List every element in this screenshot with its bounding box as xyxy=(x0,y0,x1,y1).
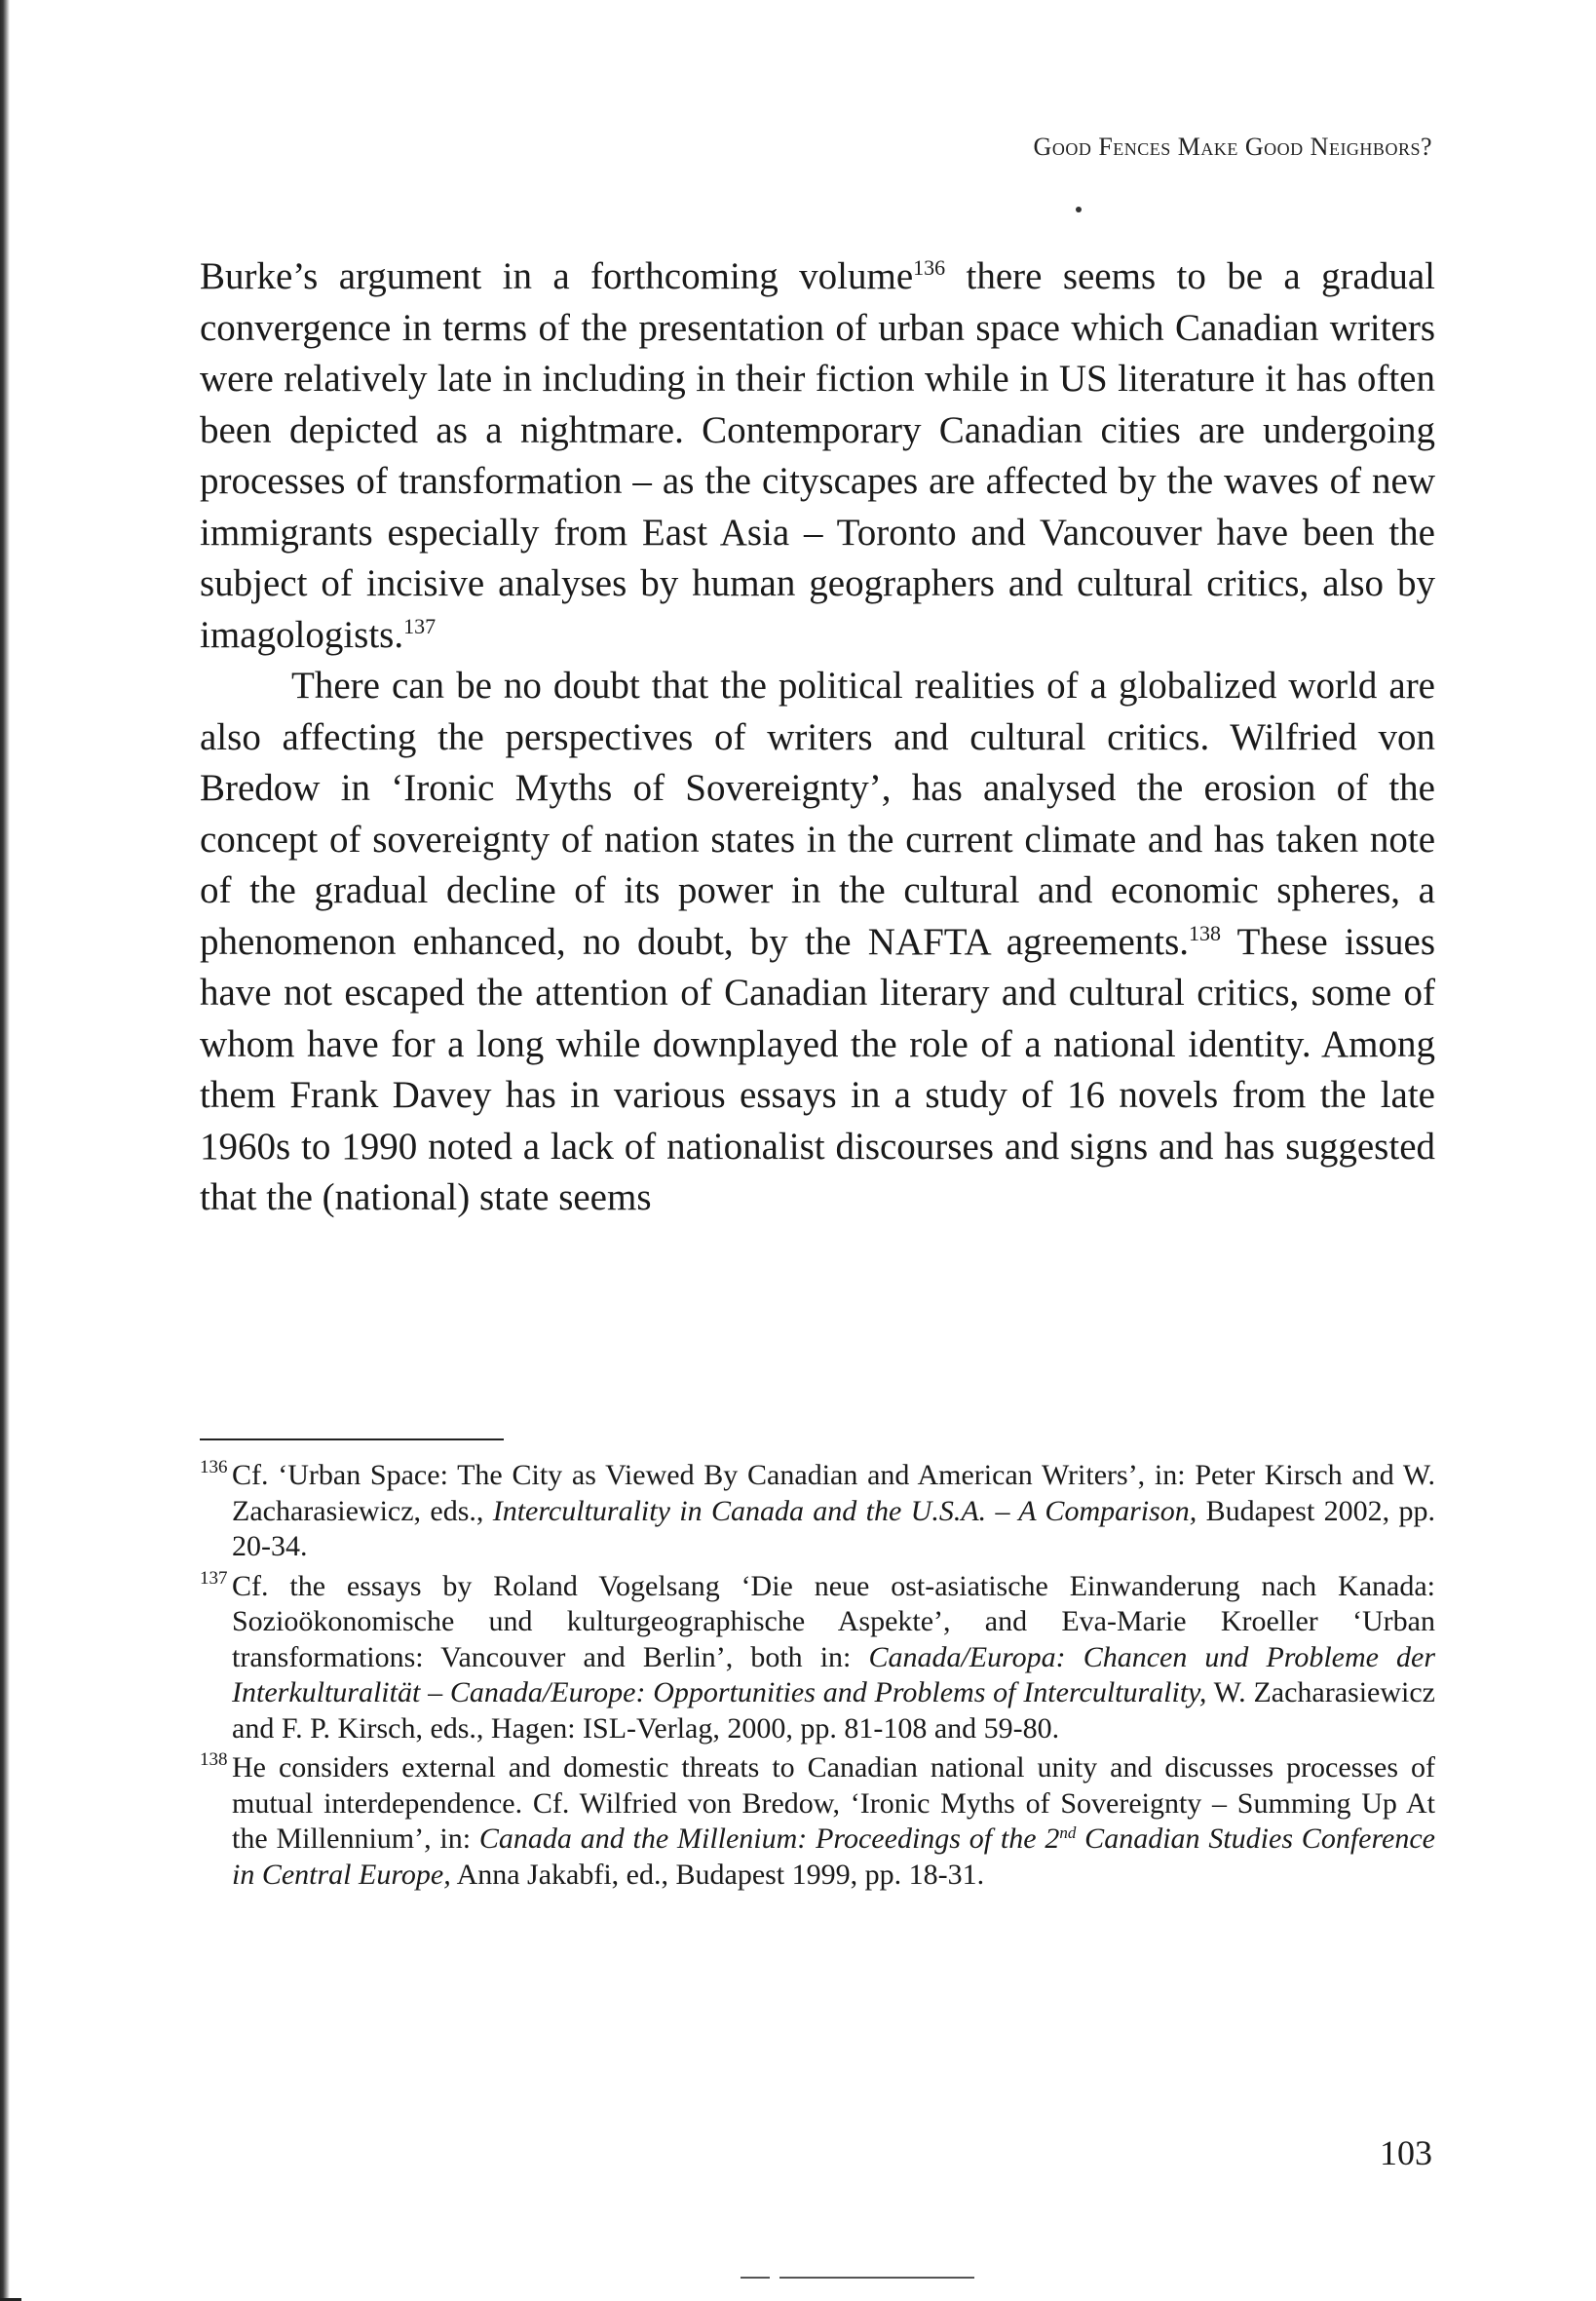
body-text xyxy=(200,251,1435,1224)
footnote-text: Cf. the essays by Roland Vogelsang ‘Die neue ost-asiatische Einwanderung nach Kanada: Sozioökonomische und kulturgeographische Aspekte’, and Eva-Marie Kroeller ‘Urban transformations: Vancouver and Berlin’, both in: xyxy=(232,1569,1435,1673)
footnote-number: 138 xyxy=(200,1749,228,1770)
footnote-title: Interculturality in Canada and the U.S.A. – A Comparison, xyxy=(492,1494,1197,1527)
scan-bottom-line xyxy=(741,2277,770,2279)
footnote-text: Anna Jakabfi, ed., Budapest 1999, pp. 18-31. xyxy=(450,1858,985,1891)
scan-speck xyxy=(1076,207,1082,212)
scan-binding-edge xyxy=(0,0,10,2298)
footnotes xyxy=(200,1458,1435,1897)
footnote-ref-137[interactable]: 137 xyxy=(403,613,437,638)
footnote-text: Cf. ‘Urban Space: The City as Viewed By Canadian and American Writers’, in: Peter Kirsch and W. Zacharasiewicz, eds., xyxy=(232,1459,1435,1527)
footnote-number: 137 xyxy=(200,1567,228,1589)
footnote-ref-138[interactable]: 138 xyxy=(1189,920,1222,945)
footnote-separator xyxy=(200,1438,504,1440)
paragraph-text: Burke’s argument in a forthcoming volume xyxy=(200,255,914,297)
footnote-text: He considers external and domestic threats to Canadian national unity and discusses processes of mutual interdependence. Cf. Wilfried von Bredow, ‘Ironic Myths of Sovereignty – Summing Up At the Millennium’, in: xyxy=(232,1751,1435,1855)
paragraph-text: there seems to be a gradual convergence in terms of the presentation of urban space which Canadian writers were relatively late in including in their fiction while in US literature it has often been depicted as a nightmare. Contemporary Canadian cities are undergoing processes of transformation – as the cityscapes are affected by the waves of new immigrants especially from East Asia – Toronto and Vancouver have been the subject of incisive analyses by human geographers and cultural critics, also by imagologists. xyxy=(200,255,1435,656)
footnote-136 xyxy=(200,1458,1435,1565)
footnote-ref-136[interactable]: 136 xyxy=(913,255,946,280)
paragraph-1 xyxy=(200,251,1435,661)
paragraph-2 xyxy=(200,661,1435,1224)
footnote-text: W. Zacharasiewicz and F. P. Kirsch, eds., Hagen: ISL-Verlag, 2000, pp. 81-108 and 59-80. xyxy=(232,1676,1435,1745)
footnote-number: 136 xyxy=(200,1457,228,1477)
footnote-137 xyxy=(200,1569,1435,1747)
paragraph-text: These issues have not escaped the attention of Canadian literary and cultural critics, some of whom have for a long while downplayed the role of a national identity. Among them Frank Davey has in various essays in a study of 16 novels from the late 1960s to 1990 noted a lack of nationalist discourses and signs and has suggested that the (national) state seems xyxy=(200,920,1436,1218)
footnote-title-part: Canadian Studies Conference in Central Europe, xyxy=(232,1822,1435,1891)
footnote-title: Canada/Europa: Chancen und Probleme der Interkulturalität – Canada/Europe: Opportunities and Problems of Interculturality, xyxy=(232,1640,1435,1708)
scan-corner-mark xyxy=(0,2232,21,2301)
scan-bottom-line xyxy=(779,2277,974,2279)
footnote-title-part: Canada and the Millenium: Proceedings of the 2 xyxy=(478,1822,1060,1855)
footnote-138 xyxy=(200,1750,1435,1893)
page-number: 103 xyxy=(1380,2133,1432,2172)
running-head: Good Fences Make Good Neighbors? xyxy=(1033,133,1432,161)
footnote-text: Budapest 2002, pp. 20-34. xyxy=(232,1494,1435,1562)
ordinal-suffix: nd xyxy=(1059,1823,1077,1842)
paragraph-text: There can be no doubt that the political realities of a globalized world are also affecting the perspectives of writers and cultural critics. Wilfried von Bredow in ‘Ironic Myths of Sovereignty’, has analysed the erosion of the concept of sovereignty of nation states in the current climate and has taken note of the gradual decline of its power in the cultural and economic spheres, a phenomenon enhanced, no doubt, by the NAFTA agreements. xyxy=(200,665,1435,963)
